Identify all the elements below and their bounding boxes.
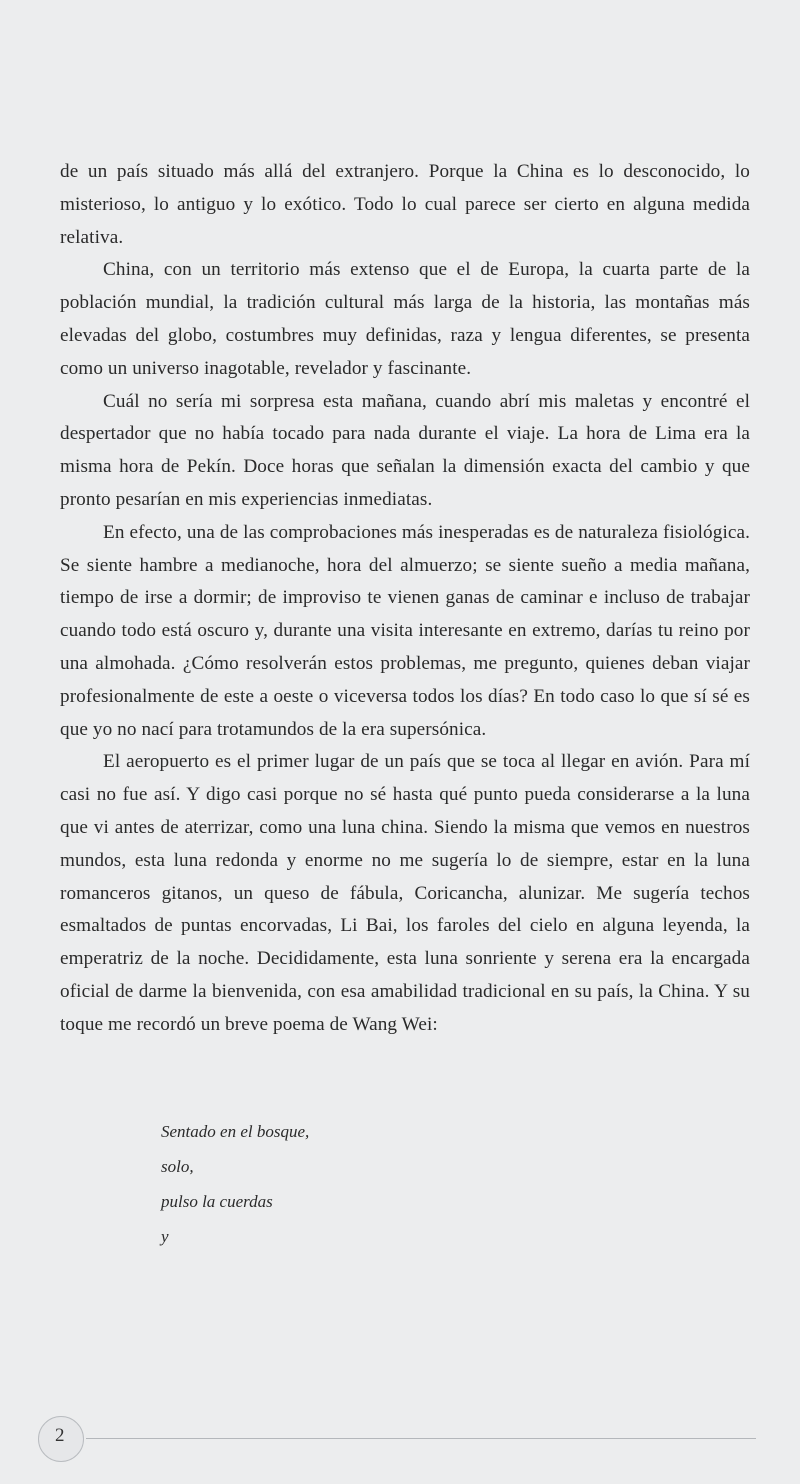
paragraph-fisiologica: En efecto, una de las comprobaciones más inesperadas es de naturaleza fisiológica. Se siente hambre a medianoche, hora del almuerzo; se siente sueño a media mañana, tiempo de irse a dormir; de improviso te vienen ganas de caminar e incluso de trabajar cuando todo está oscuro y, durante una visita interesante en extremo, darías tu reino por una almohada. ¿Cómo resolverán estos problemas, me pregunto, quienes deban viajar profesionalmente de este a oeste o viceversa todos los días? En todo caso lo que sí sé es que yo no nací para trotamundos de la era supersónica. (60, 521, 750, 740)
poem-line: Sentado en el bosque, (161, 1122, 310, 1141)
poem-line: solo, (161, 1157, 194, 1176)
body-text (60, 156, 750, 1042)
paragraph-china-territory: China, con un territorio más extenso que el de Europa, la cuarta parte de la población mundial, la tradición cultural más larga de la historia, las montañas más elevadas del globo, costumbres muy definidas, raza y lengua diferentes, se presenta como un universo inagotable, revelador y fascinante. (60, 259, 750, 379)
poem-wang-wei (161, 1114, 561, 1254)
page-footer (38, 1425, 760, 1484)
poem-line: y (161, 1227, 169, 1246)
paragraph-despertador: Cuál no sería mi sorpresa esta mañana, cuando abrí mis maletas y encontré el despertador que no había tocado para nada durante el viaje. La hora de Lima era la misma hora de Pekín. Doce horas que señalan la dimensión exacta del cambio y que pronto pesarían en mis experiencias inmediatas. (60, 390, 750, 510)
paragraph-continuation: de un país situado más allá del extranjero. Porque la China es lo desconocido, lo misterioso, lo antiguo y lo exótico. Todo lo cual parece ser cierto en alguna medida relativa. (60, 161, 750, 248)
paragraph-aeropuerto-luna: El aeropuerto es el primer lugar de un país que se toca al llegar en avión. Para mí casi no fue así. Y digo casi porque no sé hasta qué punto pueda considerarse a la luna que vi antes de aterrizar, como una luna china. Siendo la misma que vemos en nuestros mundos, esta luna redonda y enorme no me sugería lo de siempre, estar en la luna romanceros gitanos, un queso de fábula, Coricancha, alunizar. Me sugería techos esmaltados de puntas encorvadas, Li Bai, los faroles del cielo en alguna leyenda, la emperatriz de la noche. Decididamente, esta luna sonriente y serena era la encargada oficial de darme la bienvenida, con esa amabilidad tradicional en su país, la China. Y su toque me recordó un breve poema de Wang Wei: (60, 751, 750, 1035)
page-number: 2 (55, 1425, 65, 1446)
poem-line: pulso la cuerdas (161, 1192, 273, 1211)
footer-rule (86, 1438, 756, 1439)
